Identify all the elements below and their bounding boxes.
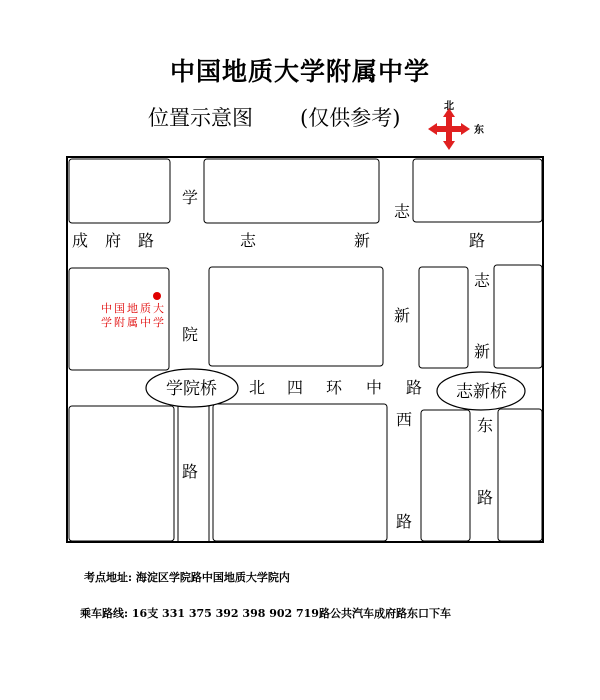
road-label-zhixin-3: 路 (469, 231, 486, 250)
block-bottom-right-a (421, 410, 470, 541)
road-label-beisihuan-3: 环 (326, 378, 343, 397)
compass-east-label: 东 (474, 125, 484, 136)
address-label: 考点地址: (84, 571, 133, 584)
road-label-beisihuan-5: 路 (406, 378, 423, 397)
school-label (90, 302, 166, 330)
block-top-left (69, 159, 170, 223)
road-label-zhixin-2: 新 (354, 231, 371, 250)
block-bottom-center (213, 404, 387, 541)
road-label-beisihuan-2: 四 (287, 378, 304, 397)
road-label-chengfu-2: 府 (105, 231, 122, 250)
road-label-xueyuan-1: 学 (182, 188, 199, 207)
block-bottom-left (69, 406, 174, 541)
road-label-xueyuan-2: 院 (182, 325, 199, 344)
road-label-zhixin-v-4: 新 (474, 342, 491, 361)
road-label-zhixin-v-2: 新 (394, 306, 411, 325)
exam-address (84, 569, 290, 585)
school-label-line2: 学附属中学 (101, 316, 166, 329)
road-label-xueyuan-3: 路 (182, 462, 199, 481)
road-label-zhixin-v-1: 志 (394, 202, 411, 221)
compass-north-label: 北 (444, 101, 454, 112)
route-label: 乘车路线: (80, 607, 129, 620)
zhixin-bridge-label: 志新桥 (456, 382, 507, 402)
map-subtitle: 位置示意图 (148, 106, 253, 130)
school-label-line1: 中国地质大 (101, 302, 166, 315)
block-bottom-right-b (498, 409, 542, 541)
school-marker-icon (153, 292, 161, 300)
road-label-dong-1: 东 (477, 416, 494, 435)
page-title: 中国地质大学附属中学 (169, 57, 430, 86)
block-middle-center (209, 267, 383, 366)
compass-icon (428, 108, 470, 150)
route-value: 16支 331 375 392 398 902 719路公共汽车成府路东口下车 (131, 607, 451, 620)
block-top-center (204, 159, 379, 223)
block-middle-right-b (494, 265, 542, 368)
road-label-beisihuan-1: 北 (249, 378, 266, 397)
road-label-zhixin-1: 志 (240, 231, 257, 250)
road-label-dong-2: 路 (477, 488, 494, 507)
road-label-beisihuan-4: 中 (366, 378, 383, 397)
road-label-xi-1: 西 (396, 410, 413, 429)
address-value: 海淀区学院路中国地质大学院内 (135, 571, 290, 584)
road-label-chengfu-3: 路 (138, 231, 155, 250)
xueyuan-bridge-label: 学院桥 (166, 379, 217, 399)
road-label-xi-2: 路 (396, 512, 413, 531)
block-middle-right-a (419, 267, 468, 368)
bus-route (80, 605, 451, 621)
road-label-zhixin-v-3: 志 (474, 271, 491, 290)
block-top-right (413, 159, 542, 222)
road-label-chengfu-1: 成 (72, 231, 89, 250)
reference-note: (仅供参考) (300, 106, 401, 130)
